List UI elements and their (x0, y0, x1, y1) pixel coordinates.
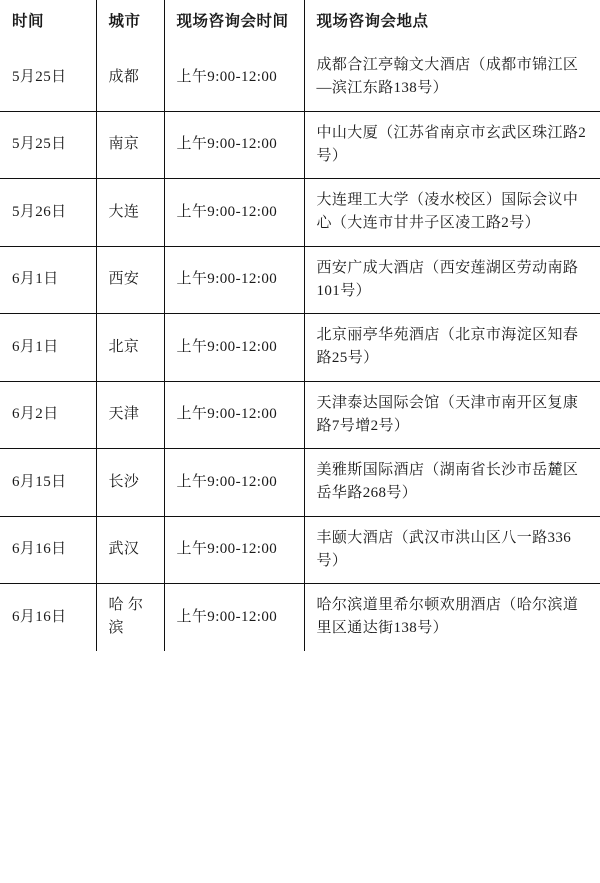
cell-date: 6月16日 (0, 584, 96, 651)
cell-date: 6月16日 (0, 516, 96, 584)
column-header-place: 现场咨询会地点 (304, 0, 600, 44)
cell-date: 5月25日 (0, 44, 96, 111)
table-row (0, 179, 600, 247)
cell-city: 天津 (96, 381, 164, 449)
column-header-date: 时间 (0, 0, 96, 44)
cell-place: 天津泰达国际会馆（天津市南开区复康路7号增2号） (304, 381, 600, 449)
cell-place: 大连理工大学（凌水校区）国际会议中心（大连市甘井子区凌工路2号） (304, 179, 600, 247)
table-row (0, 111, 600, 179)
cell-city: 大连 (96, 179, 164, 247)
cell-city: 南京 (96, 111, 164, 179)
column-header-city: 城市 (96, 0, 164, 44)
table-row (0, 516, 600, 584)
cell-city: 武汉 (96, 516, 164, 584)
cell-place: 西安广成大酒店（西安莲湖区劳动南路101号） (304, 246, 600, 314)
table-row (0, 584, 600, 651)
cell-time: 上午9:00-12:00 (164, 381, 304, 449)
cell-time: 上午9:00-12:00 (164, 516, 304, 584)
table-row (0, 44, 600, 111)
cell-place: 美雅斯国际酒店（湖南省长沙市岳麓区岳华路268号） (304, 449, 600, 517)
cell-date: 5月26日 (0, 179, 96, 247)
cell-city: 哈 尔 滨 (96, 584, 164, 651)
table-row (0, 381, 600, 449)
cell-city: 西安 (96, 246, 164, 314)
cell-place: 北京丽亭华苑酒店（北京市海淀区知春路25号） (304, 314, 600, 382)
table-header-row (0, 0, 600, 44)
cell-time: 上午9:00-12:00 (164, 584, 304, 651)
cell-time: 上午9:00-12:00 (164, 246, 304, 314)
cell-date: 6月15日 (0, 449, 96, 517)
column-header-time: 现场咨询会时间 (164, 0, 304, 44)
cell-time: 上午9:00-12:00 (164, 314, 304, 382)
cell-place: 哈尔滨道里希尔顿欢朋酒店（哈尔滨道里区通达街138号） (304, 584, 600, 651)
table-row (0, 314, 600, 382)
cell-city: 北京 (96, 314, 164, 382)
cell-place: 中山大厦（江苏省南京市玄武区珠江路2号） (304, 111, 600, 179)
table-header (0, 0, 600, 44)
cell-date: 5月25日 (0, 111, 96, 179)
cell-time: 上午9:00-12:00 (164, 179, 304, 247)
table-row (0, 449, 600, 517)
table-row (0, 246, 600, 314)
cell-city: 长沙 (96, 449, 164, 517)
cell-date: 6月1日 (0, 314, 96, 382)
cell-place: 丰颐大酒店（武汉市洪山区八一路336号） (304, 516, 600, 584)
cell-time: 上午9:00-12:00 (164, 449, 304, 517)
cell-date: 6月2日 (0, 381, 96, 449)
cell-date: 6月1日 (0, 246, 96, 314)
cell-time: 上午9:00-12:00 (164, 44, 304, 111)
cell-place: 成都合江亭翰文大酒店（成都市锦江区—滨江东路138号） (304, 44, 600, 111)
cell-time: 上午9:00-12:00 (164, 111, 304, 179)
cell-city: 成都 (96, 44, 164, 111)
table-body (0, 44, 600, 651)
